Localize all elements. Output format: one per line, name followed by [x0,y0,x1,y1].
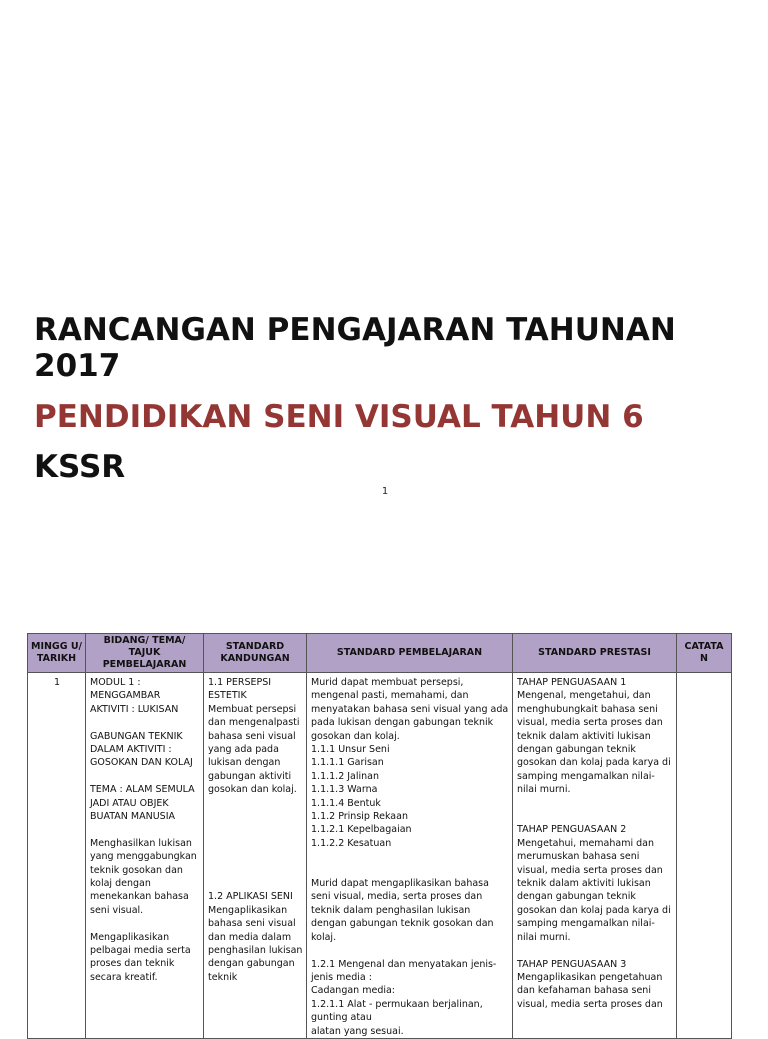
header-bidang: BIDANG/ TEMA/ TAJUK PEMBELAJARAN [86,634,204,673]
cell-minggu: 1 [28,673,86,1039]
sk2-body: Mengaplikasikan bahasa seni visual dan media dalam penghasilan lukisan dengan gabungan teknik [208,904,303,983]
sp-alatan: alatan yang sesuai. [311,1025,404,1037]
tp1-body: Mengenal, mengetahui, dan menghubungkait bahasa seni visual, media serta proses dan teknik dalam aktiviti lukisan dengan gabungan teknik gosokan dan kolaj pada karya di samping mengamalkan nilai-nilai murni. [517,690,671,796]
cell-catatan [677,673,732,1039]
header-catatan: CATATA N [677,634,732,673]
sp-item: 1.1.1.4 Bentuk [311,797,381,809]
tp3-body: Mengaplikasikan pengetahuan dan kefahaman bahasa seni visual, media serta proses dan [517,971,663,1010]
header-minggu: MINGG U/ TARIKH [28,634,86,673]
bidang-hasil: Menghasilkan lukisan yang menggabungkan teknik gosokan dan kolaj dengan menekankan bahasa seni visual. [90,837,197,916]
bidang-aplikasi: Mengaplikasikan pelbagai media serta proses dan teknik secara kreatif. [90,931,191,983]
sp-intro-2: Murid dapat mengaplikasikan bahasa seni visual, media, serta proses dan teknik dalam penghasilan lukisan dengan gabungan teknik gosokan dan kolaj. [311,878,494,943]
cell-standard-pembelajaran [307,673,513,1039]
bidang-tema: TEMA : ALAM SEMULA JADI ATAU OBJEK BUATAN MANUSIA [90,784,195,823]
sp-item-121: 1.2.1 Mengenal dan menyatakan jenis-jenis media : [311,958,497,983]
bidang-gabungan: GABUNGAN TEKNIK DALAM AKTIVITI : GOSOKAN DAN KOLAJ [90,730,193,769]
bidang-modul: MODUL 1 : MENGGAMBAR [90,677,161,702]
header-standard-prestasi: STANDARD PRESTASI [513,634,677,673]
table-header-row [28,634,732,673]
lesson-plan-table [27,633,732,1039]
sp-cadangan: Cadangan media: [311,985,396,997]
tp3-title: TAHAP PENGUASAAN 3 [517,958,627,970]
document-title: RANCANGAN PENGAJARAN TAHUNAN 2017 [34,312,676,384]
sp-item: 1.1.1.3 Warna [311,784,378,796]
sp-item: 1.1.1 Unsur Seni [311,744,390,756]
tp1-title: TAHAP PENGUASAAN 1 [517,677,627,688]
table-row [28,673,732,1039]
sp-item: 1.1.1.2 Jalinan [311,770,380,782]
tp2-body: Mengetahui, memahami dan merumuskan bahasa seni visual, media serta proses dan teknik dalam aktiviti lukisan dengan gabungan teknik gosokan dan kolaj pada karya di samping mengamalkan nilai-nilai murni. [517,837,671,943]
tp2-title: TAHAP PENGUASAAN 2 [517,824,627,836]
sk1-title: 1.1 PERSEPSI ESTETIK [208,677,272,702]
document-subtitle: PENDIDIKAN SENI VISUAL TAHUN 6 [34,399,644,435]
sp-item: 1.1.2.1 Kepelbagaian [311,824,412,836]
sp-item: 1.1.2 Prinsip Rekaan [311,811,408,823]
sp-item: 1.1.1.1 Garisan [311,757,384,769]
page-number: 1 [381,486,389,497]
curriculum-label: KSSR [34,449,126,485]
cell-standard-kandungan [204,673,307,1039]
cell-bidang [86,673,204,1039]
sk2-title: 1.2 APLIKASI SENI [208,891,293,903]
header-standard-pembelajaran: STANDARD PEMBELAJARAN [307,634,513,673]
bidang-aktiviti: AKTIVITI : LUKISAN [90,703,179,715]
header-standard-kandungan: STANDARD KANDUNGAN [204,634,307,673]
sp-item-1211: 1.2.1.1 Alat - permukaan berjalinan, gunting atau [311,998,483,1024]
cell-standard-prestasi [513,673,677,1039]
sp-intro: Murid dapat membuat persepsi, mengenal pasti, memahami, dan menyatakan bahasa seni visual yang ada pada lukisan dengan gabungan teknik gosokan dan kolaj. [311,677,509,742]
sk1-body: Membuat persepsi dan mengenalpasti bahasa seni visual yang ada pada lukisan dengan gabungan aktiviti gosokan dan kolaj. [208,703,300,796]
sp-item: 1.1.2.2 Kesatuan [311,837,392,849]
